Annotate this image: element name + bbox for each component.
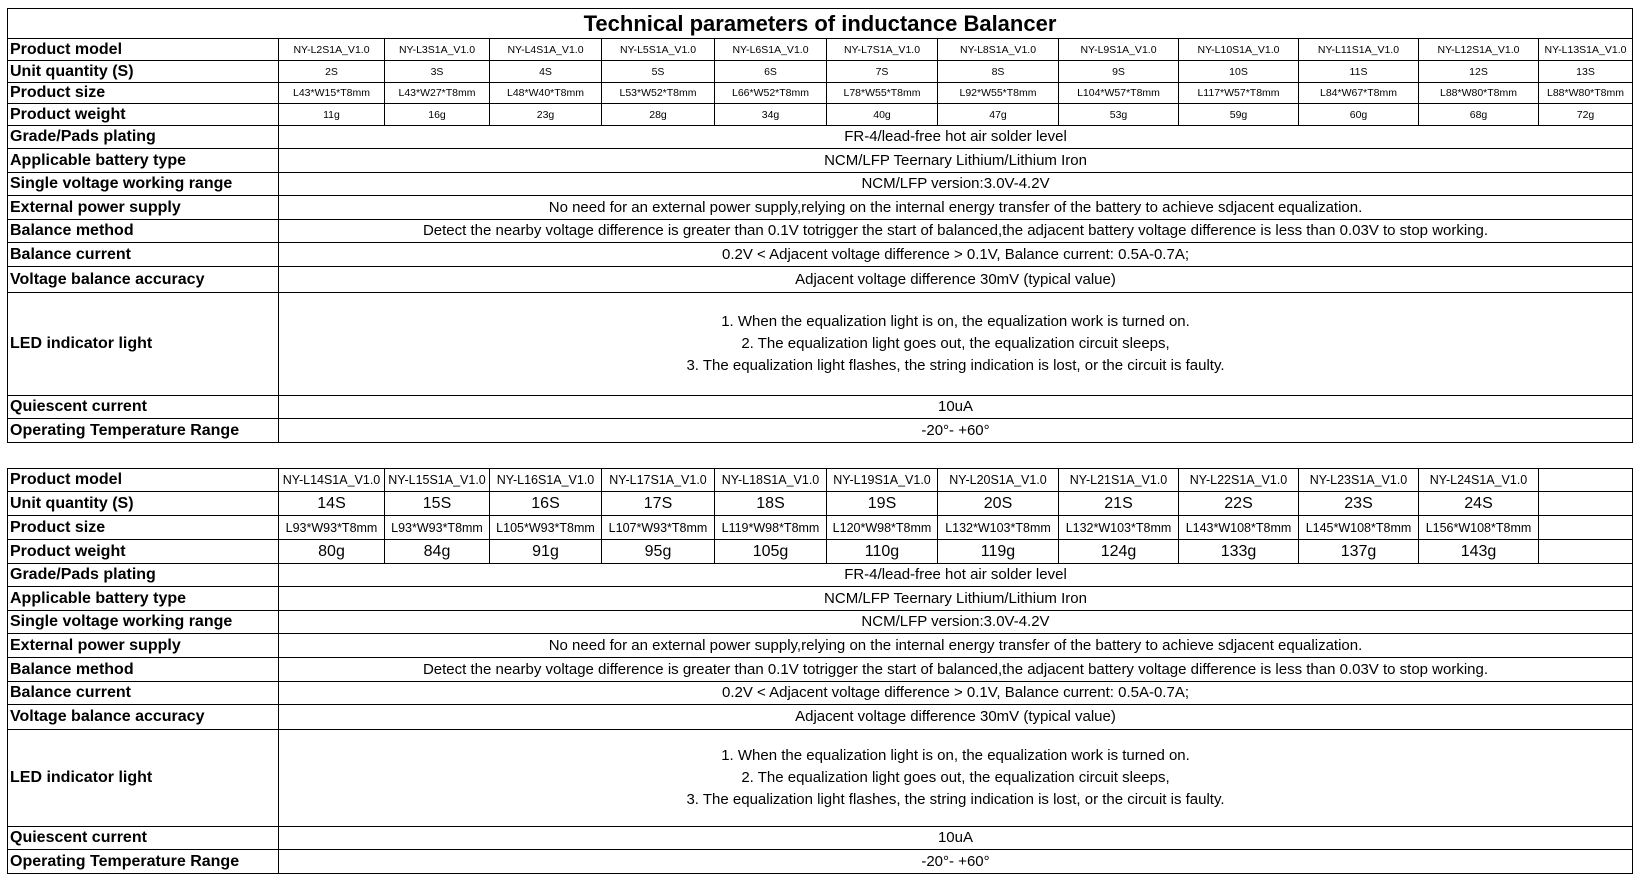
qty-cell: 4S bbox=[490, 61, 602, 83]
row-label: Balance method bbox=[8, 658, 279, 682]
temp-value bbox=[279, 419, 1633, 443]
row-label: Unit quantity (S) bbox=[8, 492, 279, 516]
qty-cell: 14S bbox=[279, 492, 385, 516]
battery-value bbox=[279, 149, 1633, 173]
grade-text: FR-4/lead-free hot air solder level bbox=[844, 128, 1067, 145]
weight-cell: 34g bbox=[715, 104, 827, 126]
row-power bbox=[8, 634, 1633, 658]
spec-table-2s-13s bbox=[7, 8, 1633, 443]
model-cell: NY-L9S1A_V1.0 bbox=[1059, 39, 1179, 61]
row-grade bbox=[8, 126, 1633, 149]
qty-cell: 6S bbox=[715, 61, 827, 83]
row-qty bbox=[8, 61, 1633, 83]
weight-cell: 110g bbox=[827, 540, 938, 564]
weight-cell: 68g bbox=[1419, 104, 1539, 126]
qty-cell: 3S bbox=[385, 61, 490, 83]
qty-cell: 8S bbox=[938, 61, 1059, 83]
row-label: Applicable battery type bbox=[8, 149, 279, 173]
model-cell: NY-L2S1A_V1.0 bbox=[279, 39, 385, 61]
row-weight bbox=[8, 540, 1633, 564]
voltage-text: NCM/LFP version:3.0V-4.2V bbox=[861, 175, 1050, 192]
row-size bbox=[8, 83, 1633, 104]
weight-cell: 91g bbox=[490, 540, 602, 564]
model-cell: NY-L5S1A_V1.0 bbox=[602, 39, 715, 61]
accuracy-value bbox=[279, 267, 1633, 293]
row-weight bbox=[8, 104, 1633, 126]
accuracy-text: Adjacent voltage difference 30mV (typical value) bbox=[795, 708, 1116, 725]
accuracy-text: Adjacent voltage difference 30mV (typical value) bbox=[795, 270, 1116, 288]
row-label: LED indicator light bbox=[8, 293, 279, 396]
led-line: 1. When the equalization light is on, the equalization work is turned on. bbox=[721, 747, 1190, 764]
row-label: Product size bbox=[8, 83, 279, 104]
model-cell: NY-L10S1A_V1.0 bbox=[1179, 39, 1299, 61]
model-cell: NY-L14S1A_V1.0 bbox=[279, 469, 385, 492]
row-current bbox=[8, 682, 1633, 705]
weight-cell: 133g bbox=[1179, 540, 1299, 564]
qty-cell: 11S bbox=[1299, 61, 1419, 83]
row-quiescent bbox=[8, 827, 1633, 850]
qty-cell: 22S bbox=[1179, 492, 1299, 516]
row-label: Operating Temperature Range bbox=[8, 850, 279, 874]
qty-cell: 21S bbox=[1059, 492, 1179, 516]
temp-text: -20°- +60° bbox=[921, 852, 990, 870]
row-label: Product model bbox=[8, 39, 279, 61]
weight-cell: 119g bbox=[938, 540, 1059, 564]
weight-cell: 40g bbox=[827, 104, 938, 126]
row-label: Single voltage working range bbox=[8, 611, 279, 634]
grade-value bbox=[279, 564, 1633, 587]
model-cell: NY-L22S1A_V1.0 bbox=[1179, 469, 1299, 492]
row-label: External power supply bbox=[8, 196, 279, 220]
size-cell: L105*W93*T8mm bbox=[490, 516, 602, 540]
quiescent-text: 10uA bbox=[937, 398, 974, 415]
empty-cell bbox=[1539, 469, 1633, 492]
led-line: 1. When the equalization light is on, the equalization work is turned on. bbox=[721, 313, 1190, 330]
weight-cell: 47g bbox=[938, 104, 1059, 126]
spec-table-14s-24s bbox=[7, 468, 1633, 874]
weight-cell: 124g bbox=[1059, 540, 1179, 564]
voltage-text: NCM/LFP version:3.0V-4.2V bbox=[861, 613, 1050, 630]
qty-cell: 10S bbox=[1179, 61, 1299, 83]
size-cell: L88*W80*T8mm bbox=[1419, 83, 1539, 104]
qty-cell: 5S bbox=[602, 61, 715, 83]
model-cell: NY-L8S1A_V1.0 bbox=[938, 39, 1059, 61]
size-cell: L88*W80*T8mm bbox=[1539, 83, 1633, 104]
model-cell: NY-L15S1A_V1.0 bbox=[385, 469, 490, 492]
row-label: Voltage balance accuracy bbox=[8, 267, 279, 293]
model-cell: NY-L6S1A_V1.0 bbox=[715, 39, 827, 61]
row-label: Voltage balance accuracy bbox=[8, 705, 279, 730]
row-label: LED indicator light bbox=[8, 730, 279, 827]
voltage-value bbox=[279, 173, 1633, 196]
table-title: Technical parameters of inductance Balancer bbox=[8, 9, 1633, 39]
model-cell: NY-L12S1A_V1.0 bbox=[1419, 39, 1539, 61]
row-model bbox=[8, 469, 1633, 492]
weight-cell: 23g bbox=[490, 104, 602, 126]
qty-cell: 15S bbox=[385, 492, 490, 516]
led-line: 3. The equalization light flashes, the string indication is lost, or the circuit is faulty. bbox=[686, 357, 1225, 374]
row-method bbox=[8, 220, 1633, 243]
model-cell: NY-L3S1A_V1.0 bbox=[385, 39, 490, 61]
qty-cell: 7S bbox=[827, 61, 938, 83]
led-value bbox=[279, 730, 1633, 827]
weight-cell: 95g bbox=[602, 540, 715, 564]
row-label: Product size bbox=[8, 516, 279, 540]
row-label: Balance current bbox=[8, 243, 279, 267]
qty-cell: 20S bbox=[938, 492, 1059, 516]
size-cell: L43*W27*T8mm bbox=[385, 83, 490, 104]
temp-value bbox=[279, 850, 1633, 874]
row-label: Grade/Pads plating bbox=[8, 564, 279, 587]
quiescent-value bbox=[279, 396, 1633, 419]
weight-cell: 80g bbox=[279, 540, 385, 564]
current-text: 0.2V < Adjacent voltage difference > 0.1V, Balance current: 0.5A-0.7A; bbox=[722, 684, 1189, 701]
model-cell: NY-L21S1A_V1.0 bbox=[1059, 469, 1179, 492]
size-cell: L107*W93*T8mm bbox=[602, 516, 715, 540]
empty-cell bbox=[1539, 516, 1633, 540]
current-value bbox=[279, 243, 1633, 267]
row-label: Unit quantity (S) bbox=[8, 61, 279, 83]
weight-cell: 28g bbox=[602, 104, 715, 126]
size-cell: L78*W55*T8mm bbox=[827, 83, 938, 104]
row-voltage bbox=[8, 173, 1633, 196]
weight-cell: 60g bbox=[1299, 104, 1419, 126]
model-cell: NY-L18S1A_V1.0 bbox=[715, 469, 827, 492]
empty-cell bbox=[1539, 540, 1633, 564]
qty-cell: 12S bbox=[1419, 61, 1539, 83]
size-cell: L145*W108*T8mm bbox=[1299, 516, 1419, 540]
battery-text: NCM/LFP Teernary Lithium/Lithium Iron bbox=[824, 589, 1087, 607]
size-cell: L156*W108*T8mm bbox=[1419, 516, 1539, 540]
row-label: Balance method bbox=[8, 220, 279, 243]
method-value bbox=[279, 220, 1633, 243]
temp-text: -20°- +60° bbox=[921, 421, 990, 439]
model-cell: NY-L16S1A_V1.0 bbox=[490, 469, 602, 492]
quiescent-text: 10uA bbox=[937, 829, 974, 846]
size-cell: L93*W93*T8mm bbox=[279, 516, 385, 540]
weight-cell: 16g bbox=[385, 104, 490, 126]
row-power bbox=[8, 196, 1633, 220]
weight-cell: 53g bbox=[1059, 104, 1179, 126]
qty-cell: 16S bbox=[490, 492, 602, 516]
row-voltage bbox=[8, 611, 1633, 634]
led-line: 2. The equalization light goes out, the equalization circuit sleeps, bbox=[741, 335, 1170, 352]
size-cell: L120*W98*T8mm bbox=[827, 516, 938, 540]
weight-cell: 143g bbox=[1419, 540, 1539, 564]
row-model bbox=[8, 39, 1633, 61]
row-label: Product model bbox=[8, 469, 279, 492]
power-value bbox=[279, 634, 1633, 658]
row-accuracy bbox=[8, 705, 1633, 730]
power-text: No need for an external power supply,relying on the internal energy transfer of the battery to achieve sdjacent equalization. bbox=[548, 198, 1363, 216]
weight-cell: 11g bbox=[279, 104, 385, 126]
model-cell: NY-L20S1A_V1.0 bbox=[938, 469, 1059, 492]
size-cell: L48*W40*T8mm bbox=[490, 83, 602, 104]
qty-cell: 24S bbox=[1419, 492, 1539, 516]
accuracy-value bbox=[279, 705, 1633, 730]
size-cell: L132*W103*T8mm bbox=[938, 516, 1059, 540]
grade-value bbox=[279, 126, 1633, 149]
grade-text: FR-4/lead-free hot air solder level bbox=[844, 566, 1067, 583]
row-label: Operating Temperature Range bbox=[8, 419, 279, 443]
power-value bbox=[279, 196, 1633, 220]
row-label: Quiescent current bbox=[8, 396, 279, 419]
row-led bbox=[8, 293, 1633, 396]
size-cell: L104*W57*T8mm bbox=[1059, 83, 1179, 104]
row-label: Product weight bbox=[8, 540, 279, 564]
size-cell: L92*W55*T8mm bbox=[938, 83, 1059, 104]
weight-cell: 72g bbox=[1539, 104, 1633, 126]
current-value bbox=[279, 682, 1633, 705]
battery-text: NCM/LFP Teernary Lithium/Lithium Iron bbox=[824, 151, 1087, 169]
row-quiescent bbox=[8, 396, 1633, 419]
row-led bbox=[8, 730, 1633, 827]
size-cell: L132*W103*T8mm bbox=[1059, 516, 1179, 540]
row-battery bbox=[8, 587, 1633, 611]
qty-cell: 18S bbox=[715, 492, 827, 516]
qty-cell: 17S bbox=[602, 492, 715, 516]
row-size bbox=[8, 516, 1633, 540]
row-temp bbox=[8, 850, 1633, 874]
qty-cell: 13S bbox=[1539, 61, 1633, 83]
size-cell: L143*W108*T8mm bbox=[1179, 516, 1299, 540]
led-line: 2. The equalization light goes out, the equalization circuit sleeps, bbox=[741, 769, 1170, 786]
row-qty bbox=[8, 492, 1633, 516]
row-label: Single voltage working range bbox=[8, 173, 279, 196]
row-method bbox=[8, 658, 1633, 682]
row-current bbox=[8, 243, 1633, 267]
qty-cell: 19S bbox=[827, 492, 938, 516]
qty-cell: 2S bbox=[279, 61, 385, 83]
method-value bbox=[279, 658, 1633, 682]
size-cell: L66*W52*T8mm bbox=[715, 83, 827, 104]
size-cell: L119*W98*T8mm bbox=[715, 516, 827, 540]
led-line: 3. The equalization light flashes, the string indication is lost, or the circuit is faulty. bbox=[686, 791, 1225, 808]
empty-cell bbox=[1539, 492, 1633, 516]
weight-cell: 59g bbox=[1179, 104, 1299, 126]
row-accuracy bbox=[8, 267, 1633, 293]
row-label: Quiescent current bbox=[8, 827, 279, 850]
size-cell: L43*W15*T8mm bbox=[279, 83, 385, 104]
model-cell: NY-L23S1A_V1.0 bbox=[1299, 469, 1419, 492]
model-cell: NY-L17S1A_V1.0 bbox=[602, 469, 715, 492]
model-cell: NY-L7S1A_V1.0 bbox=[827, 39, 938, 61]
model-cell: NY-L4S1A_V1.0 bbox=[490, 39, 602, 61]
quiescent-value bbox=[279, 827, 1633, 850]
battery-value bbox=[279, 587, 1633, 611]
model-cell: NY-L11S1A_V1.0 bbox=[1299, 39, 1419, 61]
row-label: External power supply bbox=[8, 634, 279, 658]
qty-cell: 9S bbox=[1059, 61, 1179, 83]
power-text: No need for an external power supply,relying on the internal energy transfer of the battery to achieve sdjacent equalization. bbox=[548, 636, 1363, 654]
weight-cell: 105g bbox=[715, 540, 827, 564]
current-text: 0.2V < Adjacent voltage difference > 0.1V, Balance current: 0.5A-0.7A; bbox=[722, 245, 1189, 263]
size-cell: L84*W67*T8mm bbox=[1299, 83, 1419, 104]
row-temp bbox=[8, 419, 1633, 443]
led-value bbox=[279, 293, 1633, 396]
model-cell: NY-L13S1A_V1.0 bbox=[1539, 39, 1633, 61]
size-cell: L53*W52*T8mm bbox=[602, 83, 715, 104]
row-label: Applicable battery type bbox=[8, 587, 279, 611]
row-grade bbox=[8, 564, 1633, 587]
method-text: Detect the nearby voltage difference is greater than 0.1V totrigger the start of balanced,the adjacent battery voltage difference is less than 0.03V to stop working. bbox=[422, 660, 1489, 678]
weight-cell: 84g bbox=[385, 540, 490, 564]
model-cell: NY-L24S1A_V1.0 bbox=[1419, 469, 1539, 492]
row-label: Grade/Pads plating bbox=[8, 126, 279, 149]
model-cell: NY-L19S1A_V1.0 bbox=[827, 469, 938, 492]
weight-cell: 137g bbox=[1299, 540, 1419, 564]
size-cell: L117*W57*T8mm bbox=[1179, 83, 1299, 104]
qty-cell: 23S bbox=[1299, 492, 1419, 516]
row-label: Balance current bbox=[8, 682, 279, 705]
row-label: Product weight bbox=[8, 104, 279, 126]
size-cell: L93*W93*T8mm bbox=[385, 516, 490, 540]
voltage-value bbox=[279, 611, 1633, 634]
row-battery bbox=[8, 149, 1633, 173]
method-text: Detect the nearby voltage difference is greater than 0.1V totrigger the start of balanced,the adjacent battery voltage difference is less than 0.03V to stop working. bbox=[422, 222, 1489, 239]
